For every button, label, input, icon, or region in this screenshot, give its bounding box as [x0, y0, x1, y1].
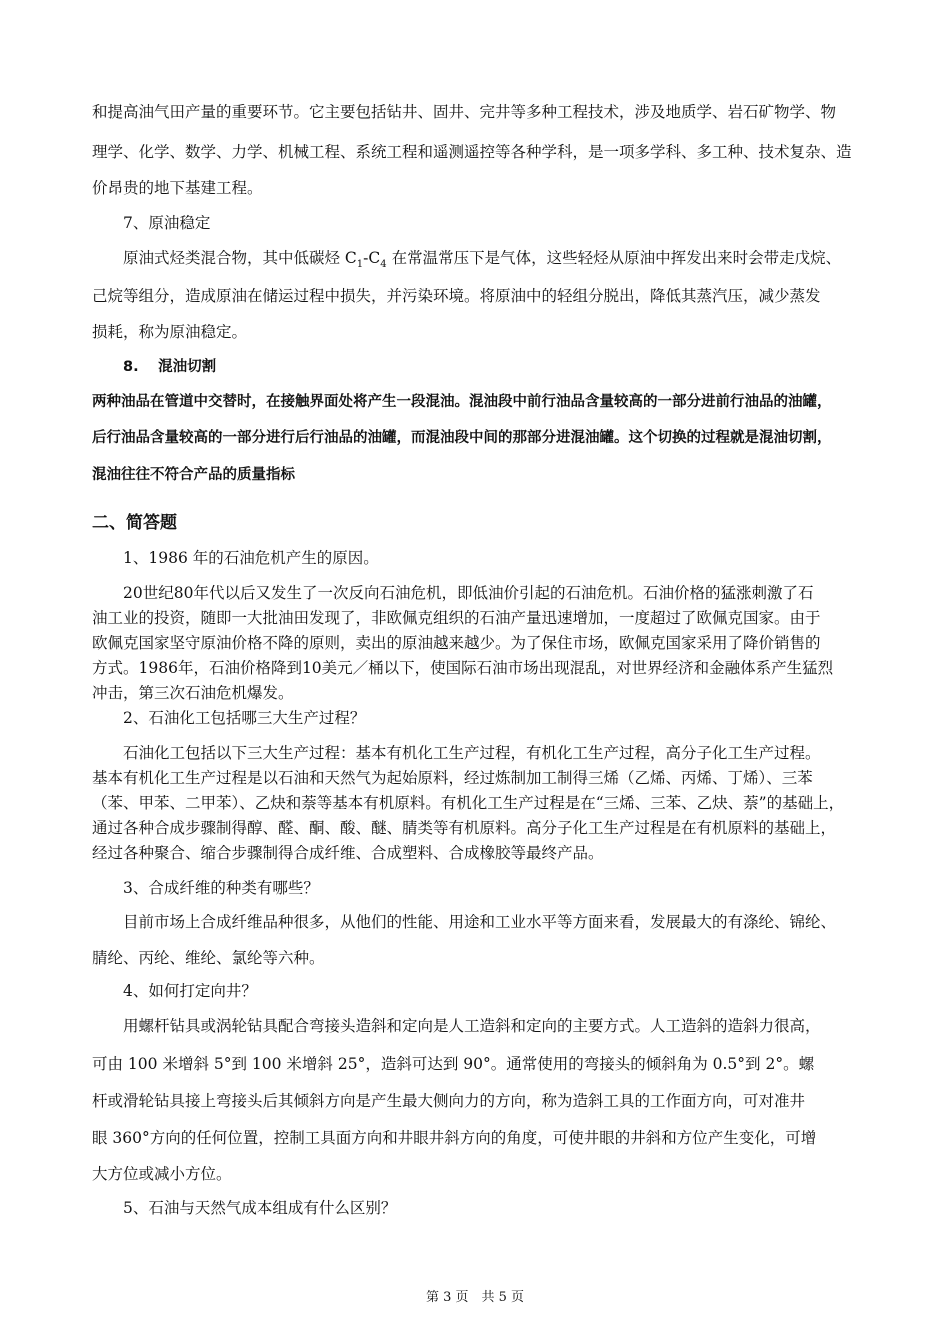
paragraph-line: 基本有机化工生产过程是以石油和天然气为起始原料，经过炼制加工制得三烯（乙烯、丙烯、丁烯）、三苯 [92, 769, 813, 787]
paragraph-line [123, 246, 841, 270]
paragraph-line: 通过各种合成步骤制得醇、醛、酮、酸、醚、腈类等有机原料。高分子化工生产过程是在有机原料的基础上， [92, 819, 837, 837]
section-heading: 二、简答题 [92, 513, 177, 533]
text-run: -C [363, 249, 381, 267]
paragraph-line: 可由 100 米增斜 5°到 100 米增斜 25°，造斜可达到 90°。通常使用的弯接头的倾斜角为 0.5°到 2°。螺 [92, 1055, 815, 1073]
text-run: 原油式烃类混合物，其中低碳烃 C [123, 249, 357, 267]
paragraph-line: 油工业的投资，随即一大批油田发现了，非欧佩克组织的石油产量迅速增加，一度超过了欧佩克国家。由于 [92, 609, 821, 627]
paragraph-line: 石油化工包括以下三大生产过程：基本有机化工生产过程，有机化工生产过程，高分子化工生产过程。 [123, 744, 821, 762]
section-title-8: 8. 混油切割 [123, 359, 217, 375]
question-title: 3、合成纤维的种类有哪些？ [123, 879, 319, 897]
paragraph-line: 价昂贵的地下基建工程。 [92, 179, 263, 197]
paragraph-line: 经过各种聚合、缩合步骤制得合成纤维、合成塑料、合成橡胶等最终产品。 [92, 844, 604, 862]
paragraph-line: 20世纪80年代以后又发生了一次反向石油危机，即低油价引起的石油危机。石油价格的猛涨刺激了石 [123, 584, 814, 602]
paragraph-line: 欧佩克国家坚守原油价格不降的原则，卖出的原油越来越少。为了保住市场，欧佩克国家采用了降价销售的 [92, 634, 821, 652]
paragraph-line: 杆或滑轮钻具接上弯接头后其倾斜方向是产生最大侧向力的方向，称为造斜工具的工作面方向，可对准井 [92, 1092, 806, 1110]
paragraph-line: 眼 360°方向的任何位置，控制工具面方向和井眼井斜方向的角度，可使井眼的井斜和方位产生变化，可增 [92, 1129, 817, 1147]
paragraph-line: 和提高油气田产量的重要环节。它主要包括钻井、固井、完井等多种工程技术，涉及地质学、岩石矿物学、物 [92, 103, 837, 121]
paragraph-line: 用螺杆钻具或涡轮钻具配合弯接头造斜和定向是人工造斜和定向的主要方式。人工造斜的造斜力很高， [123, 1017, 821, 1035]
question-title: 5、石油与天然气成本组成有什么区别？ [123, 1199, 397, 1217]
paragraph-line: 己烷等组分，造成原油在储运过程中损失，并污染环境。将原油中的轻组分脱出，降低其蒸汽压，减少蒸发 [92, 287, 821, 305]
text-run: 在常温常压下是气体，这些轻烃从原油中挥发出来时会带走戊烷、 [386, 249, 842, 267]
paragraph-line: 理学、化学、数学、力学、机械工程、系统工程和遥测遥控等各种学科，是一项多学科、多工种、技术复杂、造 [92, 143, 852, 161]
paragraph-line: （苯、甲苯、二甲苯）、乙炔和萘等基本有机原料。有机化工生产过程是在“三烯、三苯、乙炔、萘”的基础上， [92, 794, 845, 812]
paragraph-line: 两种油品在管道中交替时，在接触界面处将产生一段混油。混油段中前行油品含量较高的一部分进前行油品的油罐， [92, 394, 832, 410]
paragraph-line: 目前市场上合成纤维品种很多，从他们的性能、用途和工业水平等方面来看，发展最大的有涤纶、锦纶、 [123, 913, 837, 931]
paragraph-line: 后行油品含量较高的一部分进行后行油品的油罐，而混油段中间的那部分进混油罐。这个切换的过程就是混油切割， [92, 430, 832, 446]
page-footer: 第 3 页 共 5 页 [425, 1290, 525, 1305]
paragraph-line: 腈纶、丙纶、维纶、氯纶等六种。 [92, 949, 325, 967]
paragraph-line: 损耗，称为原油稳定。 [92, 323, 248, 341]
section-title-7: 7、原油稳定 [123, 214, 211, 232]
question-title: 1、1986 年的石油危机产生的原因。 [123, 549, 379, 567]
paragraph-line: 混油往往不符合产品的质量指标 [92, 467, 295, 483]
question-title: 2、石油化工包括哪三大生产过程？ [123, 709, 366, 727]
paragraph-line: 方式。1986年，石油价格降到10美元／桶以下，使国际石油市场出现混乱，对世界经济和金融体系产生猛烈 [92, 659, 834, 677]
paragraph-line: 大方位或减小方位。 [92, 1165, 232, 1183]
subscript: 1 [356, 259, 364, 271]
paragraph-line: 冲击，第三次石油危机爆发。 [92, 684, 294, 702]
subscript: 4 [380, 259, 387, 271]
question-title: 4、如何打定向井？ [123, 982, 257, 1000]
